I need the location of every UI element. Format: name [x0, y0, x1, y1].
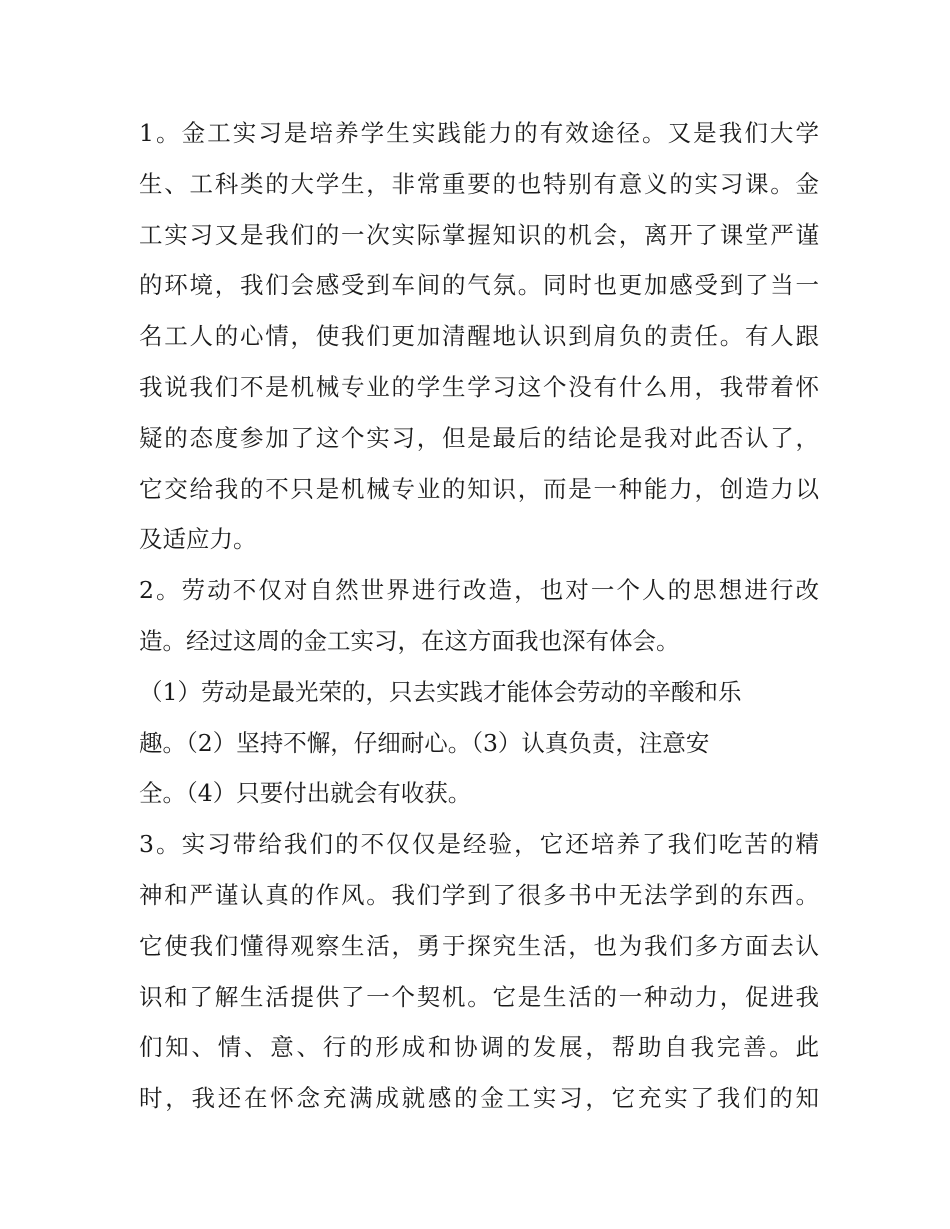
text-line: 的环境，我们会感受到车间的气氛。同时也更加感受到了当一: [139, 271, 819, 300]
document-body: [139, 108, 819, 1124]
text-line: 生、工科类的大学生，非常重要的也特别有意义的实习课。金: [139, 169, 819, 198]
text-line: 识和了解生活提供了一个契机。它是生活的一种动力，促进我: [139, 982, 819, 1011]
text-line: 神和严谨认真的作风。我们学到了很多书中无法学到的东西。: [139, 880, 819, 909]
text-line: 全。（4）只要付出就会有收获。: [139, 779, 472, 808]
text-line: 们知、情、意、行的形成和协调的发展，帮助自我完善。此: [139, 1033, 819, 1062]
text-line: 它交给我的不只是机械专业的知识，而是一种能力，创造力以: [139, 474, 819, 503]
text-line: 1。金工实习是培养学生实践能力的有效途径。又是我们大学: [139, 119, 819, 147]
text-line: 2。劳动不仅对自然世界进行改造，也对一个人的思想进行改: [139, 576, 819, 605]
text-line: 时，我还在怀念充满成就感的金工实习，它充实了我们的知: [139, 1084, 819, 1113]
text-line: 它使我们懂得观察生活，勇于探究生活，也为我们多方面去认: [139, 931, 819, 960]
text-line: 名工人的心情，使我们更加清醒地认识到肩负的责任。有人跟: [139, 322, 819, 351]
text-line: 疑的态度参加了这个实习，但是最后的结论是我对此否认了，: [139, 423, 819, 452]
text-line: 趣。（2）坚持不懈，仔细耐心。（3）认真负责，注意安: [139, 728, 710, 757]
text-line: 我说我们不是机械专业的学生学习这个没有什么用，我带着怀: [139, 372, 819, 401]
text-line: 造。经过这周的金工实习，在这方面我也深有体会。: [139, 626, 680, 655]
text-line: （1）劳动是最光荣的，只去实践才能体会劳动的辛酸和乐: [139, 677, 742, 706]
text-line: 工实习又是我们的一次实际掌握知识的机会，离开了课堂严谨: [139, 220, 819, 249]
text-line: 及适应力。: [139, 525, 257, 554]
text-line: 3。实习带给我们的不仅仅是经验，它还培养了我们吃苦的精: [139, 830, 819, 859]
